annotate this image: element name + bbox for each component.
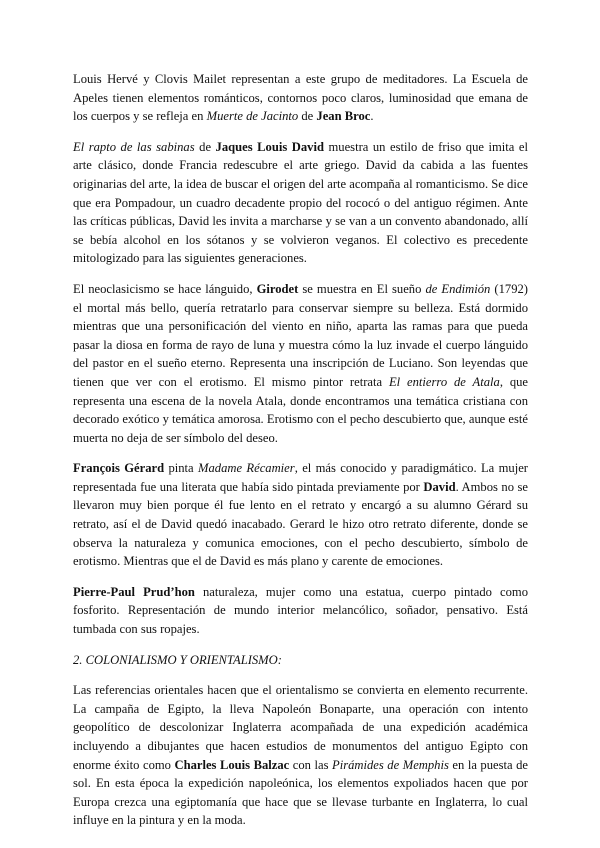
text-run: muestra un estilo de friso que imita el arte clásico, donde Francia redescubre el arte griego. David da cabida a las fuentes originarias del arte, la idea de buscar el origen del arte acompaña al romanticismo. Se dice que era Pompadour, un cuadro decadente propio del rococó o del antiguo régimen. Ante las críticas públicas, David les invita a marcharse y se van a un convento abandonado, allí se bebía alcohol en los sótanos y se volvieron veganos. El colectivo es precedente mitologizado para las siguientes generaciones. [73,139,528,266]
text-run: . [370,109,374,124]
italic-text: Madame Récamier [198,461,295,476]
bold-text: Pierre-Paul Prud’hon [73,584,195,599]
bold-text: Jean Broc [316,109,371,124]
text-run: de [298,109,317,124]
text-run: de [194,139,216,154]
paragraph-hervé-mailet [73,70,528,126]
paragraph-david [73,138,528,268]
text-run: se muestra en El sueño [298,281,426,296]
paragraph-gerard [73,459,528,571]
text-run: (1792) el mortal más bello, quería retratarlo para conservar siempre su belleza. Está dormido mientras que una personificación del viento en niño, aparta las ramas para que pueda pasar la diosa en forma de rayo de luna y muestra cómo la luz invade el cuerpo lánguido del pastor en el sueño eterno. Representa una inscripción de Luciano. Son leyendas que tienen que ver con el erotismo. El mismo pintor retrata [73,281,528,389]
paragraph-orientalismo [73,681,528,830]
bold-text: Girodet [256,281,299,296]
text-run: . Ambos no se llevaron muy bien porque él fue lento en el retrato y encargó a su alumno Gérard su retrato, así el de David quedó inacabado. Gerard le hizo otro retrato diferente, donde se observa la naturaleza y comunica emociones, con el pecho descubierto, símbolo de erotismo. Mientras que el de David es más plano y carente de emociones. [73,479,528,569]
bold-text: François Gérard [73,461,165,476]
italic-text: Muerte de Jacinto [206,109,299,124]
paragraph-prudhon [73,583,528,639]
italic-text: El entierro de Atala [388,374,500,389]
text-run: con las [289,757,333,772]
text-run: naturaleza, mujer como una estatua, cuerpo pintado como fosforito. Representación de mundo interior melancólico, soñador, pensativo. Está tumbada con sus ropajes. [73,584,528,637]
text-run: , que representa una escena de la novela Atala, donde encontramos una temática cristiana con decorado exótico y temática amorosa. Erotismo con el pecho descubierto que, aunque esté muerta no deja de ser símbolo del deseo. [73,374,529,445]
italic-text: de Endimión [425,281,491,296]
text-run: en la puesta de sol. En esta época la expedición napoleónica, los elementos expoliados hacen que por Europa crezca una egiptomanía que hace que se llevase turbante en Inglaterra, lo cual influye en la pintura y en la moda. [73,757,529,828]
bold-text: Jaques Louis David [215,139,324,154]
text-run: , el más conocido y paradigmático. La mujer representada fue una literata que había sido pintada previamente por [73,461,529,494]
section-heading-colonialismo [73,651,528,670]
text-run: El neoclasicismo se hace lánguido, [73,281,257,296]
italic-text: El rapto de las sabinas [73,139,195,154]
text-run: pinta [164,461,198,476]
italic-text: 2. COLONIALISMO Y ORIENTALISMO: [73,652,282,667]
text-run: Las referencias orientales hacen que el orientalismo se convierta en elemento recurrente. La campaña de Egipto, la lleva Napoleón Bonaparte, una operación con intento geopolítico de descolonizar Inglaterra acompañada de una expedición académica incluyendo a dibujantes que hacen estudios de monumentos del antiguo Egipto con enorme éxito como [73,683,528,772]
bold-text: Charles Louis Balzac [174,757,290,772]
bold-text: David [423,479,456,494]
paragraph-girodet [73,280,528,447]
italic-text: Pirámides de Memphis [332,757,449,772]
text-run: Louis Hervé y Clovis Mailet representan a este grupo de meditadores. La Escuela de Apeles tienen elementos románticos, contornos poco claros, luminosidad que emana de los cuerpos y se refleja en [73,72,528,124]
